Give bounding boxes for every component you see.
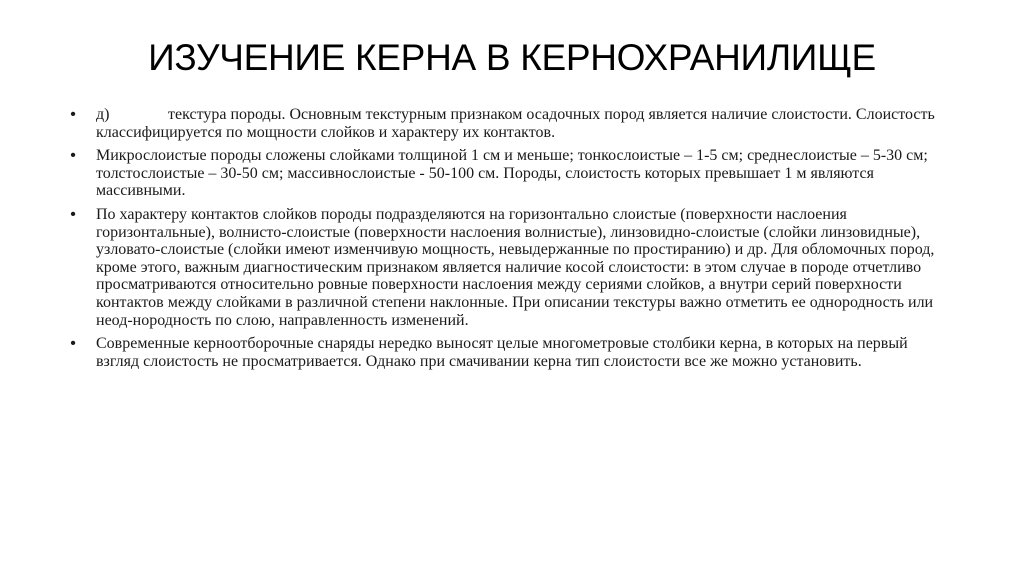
bullet-dot-icon: • (70, 335, 76, 353)
bullet-item (66, 206, 946, 329)
bullet-dot-icon: • (70, 205, 76, 223)
bullet-prefix: д) (96, 106, 110, 123)
bullet-dot-icon: • (70, 106, 76, 123)
bullet-body: По характеру контактов слойков породы подразделяются на горизонтально слоистые (поверхности наслоения горизонтальные), волнисто-слоистые (поверхности наслоения волнистые), линзовидно-слоистые (слойки линзовидные), узловато-слоистые (слойки имеют изменчивую мощность, невыдержанные по простиранию) и др. Для обломочных пород, кроме этого, важным диагностическим признаком является наличие косой слоистости: в этом случае в породе отчетливо просматриваются относительно ровные поверхности наслоения между сериями слойков, а внутри серий поверхности контактов между слойками в различной степени наклонные. При описании текстуры важно отметить ее однородность или неод-нородность по слою, направленность изменений. (96, 205, 935, 329)
bullet-item (66, 147, 946, 200)
bullet-body: текстура породы. Основным текстурным признаком осадочных пород является наличие слоистости. Слоистость классифицируется по мощности слойков и характеру их контактов. (96, 106, 935, 141)
bullet-item (66, 335, 946, 370)
bullet-item (66, 106, 946, 141)
bullet-dot-icon: • (70, 147, 76, 165)
bullet-body: Микрослоистые породы сложены слойками толщиной 1 см и меньше; тонкослоистые – 1-5 см; среднеслоистые – 5-30 см; толстослоистые – 30-50 см; массивнослоистые - 50-100 см. Породы, слоистость которых превышает 1 м являются массивными. (96, 147, 928, 200)
bullet-list (66, 106, 946, 376)
bullet-text (96, 106, 946, 141)
bullet-body: Современные керноотборочные снаряды нередко выносят целые многометровые столбики керна, в которых на первый взгляд слоистость не просматривается. Однако при смачивании керна тип слоистости все же можно установить. (96, 335, 908, 370)
slide-title: ИЗУЧЕНИЕ КЕРНА В КЕРНОХРАНИЛИЩЕ (148, 37, 876, 78)
